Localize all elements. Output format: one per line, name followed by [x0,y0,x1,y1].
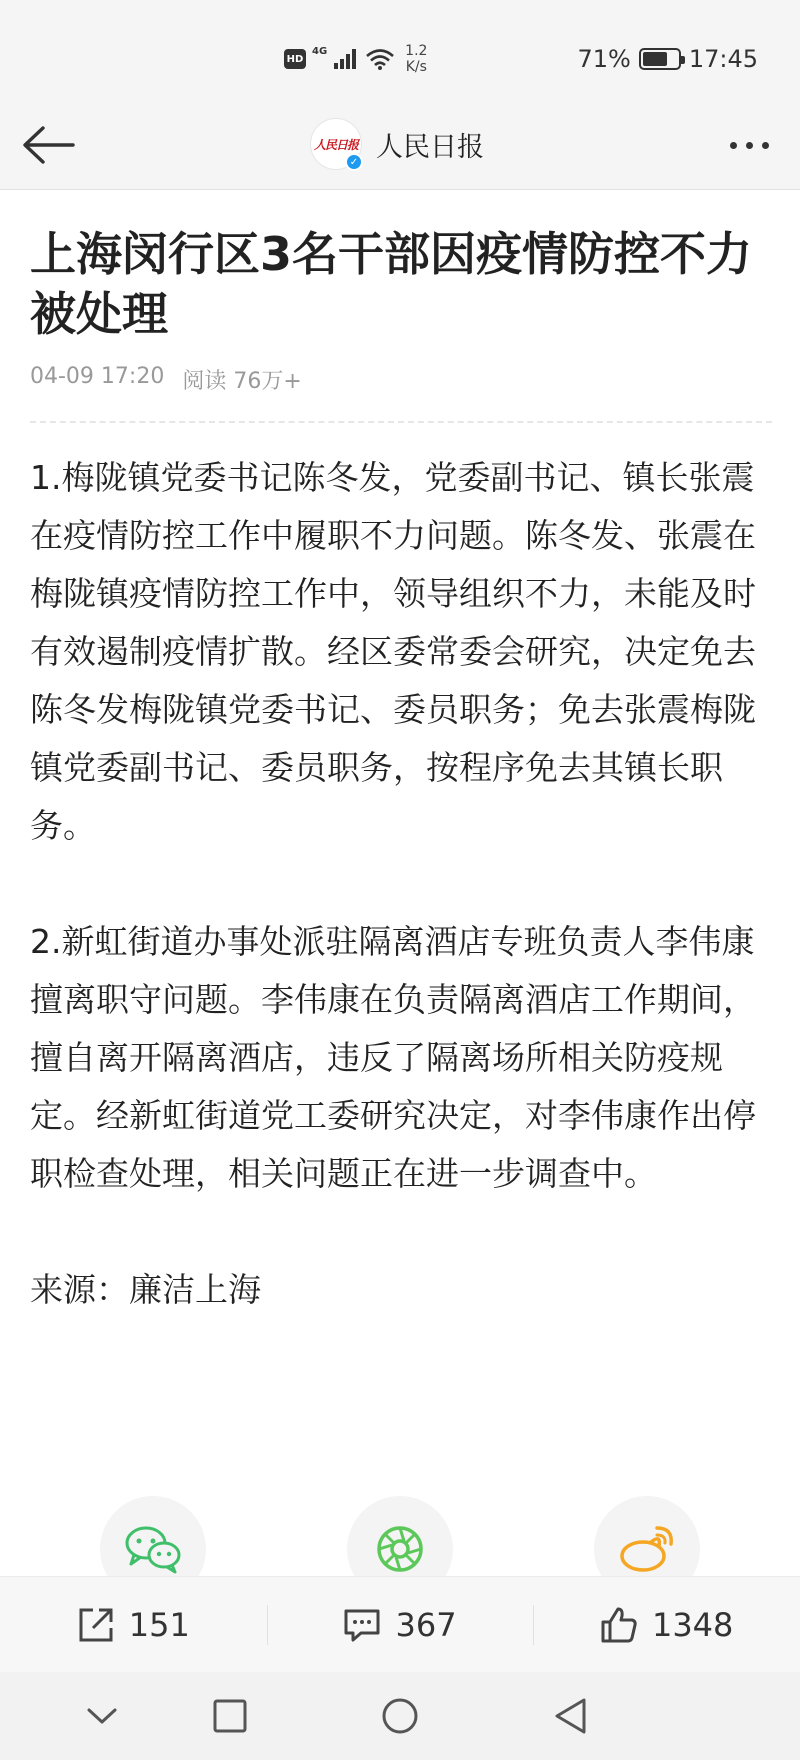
logo-text: 人民日报 [313,137,358,152]
article [30,190,772,1319]
like-button[interactable] [533,1577,800,1672]
arrow-left-icon [21,125,75,165]
channel-name: 人民日报 [376,131,484,163]
back-button[interactable] [18,120,78,170]
nav-recents-button[interactable] [200,1690,260,1742]
article-paragraph: 1.梅陇镇党委书记陈冬发，党委副书记、镇长张震在疫情防控工作中履职不力问题。陈冬发、张震在梅陇镇疫情防控工作中，领导组织不力，未能及时有效遏制疫情扩散。经区委常委会研究，决定免去陈冬发梅陇镇党委书记、委员职务；免去张震梅陇镇党委副书记、委员职务，按程序免去其镇长职务。 [30,458,756,845]
circle-icon [380,1696,420,1736]
network-type: 4G [312,45,328,57]
wifi-icon [365,48,395,70]
nav-home-button[interactable] [370,1690,430,1742]
more-options-button[interactable] [714,120,784,170]
read-count: 阅读 76万+ [182,369,302,394]
forward-button[interactable] [0,1577,267,1672]
speed-unit: K/s [405,59,427,75]
square-icon [212,1698,248,1734]
dot-icon [730,142,737,149]
verified-check-icon: ✓ [345,153,363,171]
comment-icon [343,1607,381,1643]
wechat-icon [124,1524,182,1574]
network-indicators [284,42,427,76]
article-meta [30,364,772,395]
chevron-down-icon [85,1705,119,1727]
article-paragraph: 2.新虹街道办事处派驻隔离酒店专班负责人李伟康擅离职守问题。李伟康在负责隔离酒店工作期间，擅自离开隔离酒店，违反了隔离场所相关防疫规定。经新虹街道党工委研究决定，对李伟康作出停职检查处理，相关问题正在进一步调查中。 [30,922,756,1193]
dot-icon [746,142,753,149]
comment-button[interactable] [267,1577,534,1672]
share-count: 151 [128,1605,190,1644]
signal-icon [333,48,359,70]
battery-percent: 71% [577,45,631,73]
action-bar [0,1576,800,1672]
clock: 17:45 [688,45,758,73]
like-count: 1348 [651,1605,734,1644]
nav-collapse-button[interactable] [72,1690,132,1742]
moments-icon [375,1524,425,1574]
channel-logo [310,118,362,170]
triangle-back-icon [552,1696,588,1736]
article-source: 来源：廉洁上海 [30,1270,261,1309]
article-title: 上海闵行区3名干部因疫情防控不力被处理 [30,227,753,341]
publish-date: 04-09 17:20 [30,364,165,389]
hd-badge: HD [284,49,306,69]
network-speed [405,43,427,75]
battery-fill [643,52,667,66]
status-bar [0,0,800,100]
battery-icon [639,48,681,70]
speed-value: 1.2 [405,43,428,59]
status-right [577,42,758,76]
dot-icon [762,142,769,149]
share-icon [77,1606,115,1644]
nav-back-button[interactable] [540,1690,600,1742]
divider [30,421,772,423]
system-nav-bar [0,1672,800,1760]
channel-header[interactable] [310,116,484,172]
weibo-icon [617,1524,677,1574]
thumbs-up-icon [600,1606,638,1644]
nav-bar [0,100,800,190]
comment-count: 367 [395,1605,457,1644]
